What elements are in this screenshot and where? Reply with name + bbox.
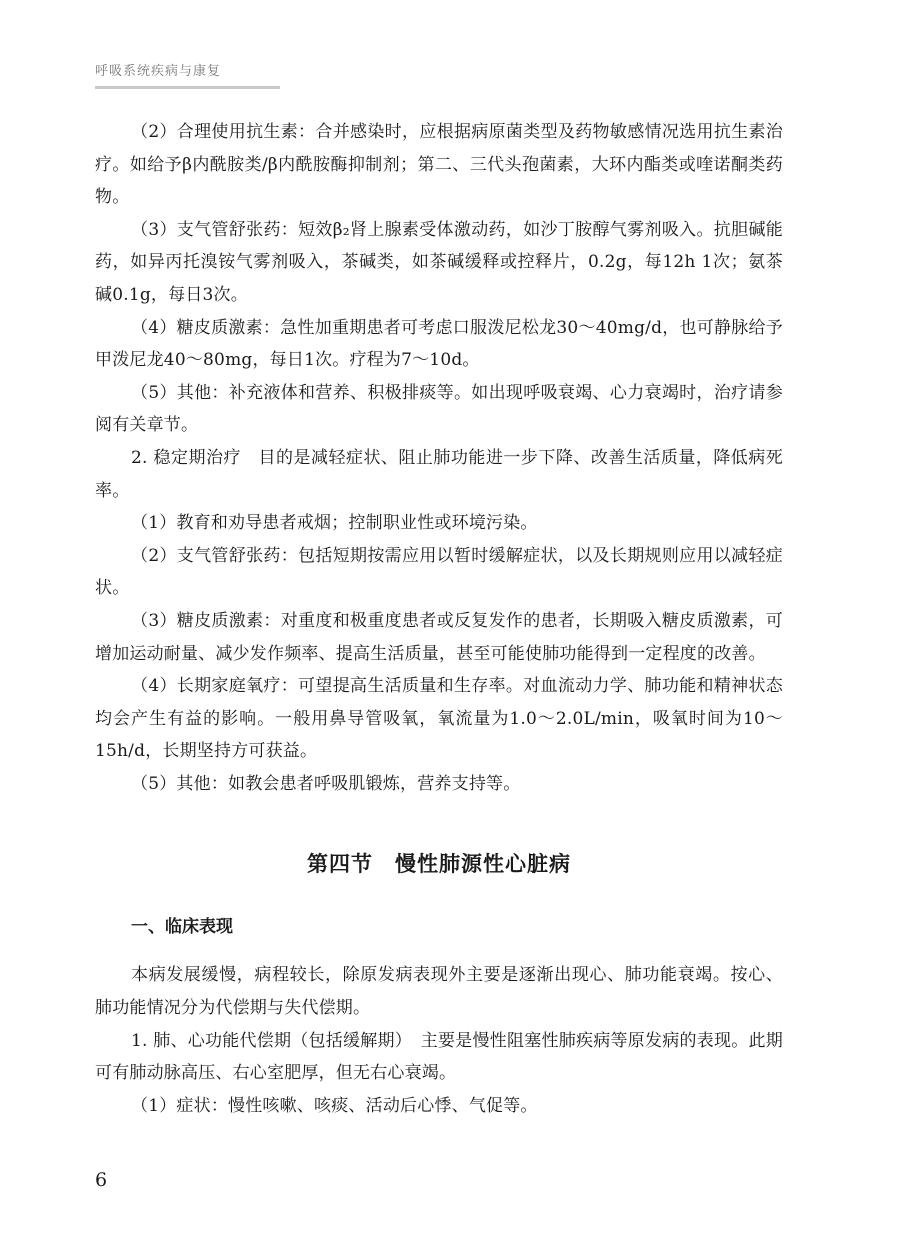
header-rule — [95, 86, 280, 89]
paragraph: 1. 肺、心功能代偿期（包括缓解期） 主要是慢性阻塞性肺疾病等原发病的表现。此期可有肺动脉高压、右心室肥厚，但无右心衰竭。 — [95, 1030, 783, 1084]
paragraph: （4）长期家庭氧疗：可望提高生活质量和生存率。对血流动力学、肺功能和精神状态均会产生有益的影响。一般用鼻导管吸氧，氧流量为1.0～2.0L/min，吸氧时间为10～15h/d，长期坚持方可获益。 — [95, 676, 783, 762]
page-number: 6 — [95, 1169, 108, 1191]
paragraph: （5）其他：如教会患者呼吸肌锻炼，营养支持等。 — [131, 773, 521, 794]
spacer — [95, 800, 783, 844]
paragraph: （2）合理使用抗生素：合并感染时，应根据病原菌类型及药物敏感情况选用抗生素治疗。如给予β内酰胺类/β内酰胺酶抑制剂；第二、三代头孢菌素，大环内酯类或喹诺酮类药物。 — [95, 122, 783, 208]
paragraph: （3）支气管舒张药：短效β₂肾上腺素受体激动药，如沙丁胺醇气雾剂吸入。抗胆碱能药，如异丙托溴铵气雾剂吸入，茶碱类，如茶碱缓释或控释片，0.2g，每12h 1次；氨茶碱0.1g，每日3次。 — [95, 219, 783, 305]
paragraph: 本病发展缓慢，病程较长，除原发病表现外主要是逐渐出现心、肺功能衰竭。按心、肺功能情况分为代偿期与失代偿期。 — [95, 965, 783, 1019]
paragraph: （1）教育和劝导患者戒烟；控制职业性或环境污染。 — [131, 513, 538, 534]
paragraph: （3）糖皮质激素：对重度和极重度患者或反复发作的患者，长期吸入糖皮质激素，可增加运动耐量、减少发作频率、提高生活质量，甚至可能使肺功能得到一定程度的改善。 — [95, 610, 783, 664]
paragraph: （4）糖皮质激素：急性加重期患者可考虑口服泼尼松龙30～40mg/d，也可静脉给予甲泼尼龙40～80mg，每日1次。疗程为7～10d。 — [95, 317, 783, 371]
section-heading: 第四节 慢性肺源性心脏病 — [307, 851, 571, 877]
page-body — [95, 116, 783, 1122]
spacer — [95, 884, 783, 911]
paragraph: （1）症状：慢性咳嗽、咳痰、活动后心悸、气促等。 — [131, 1095, 538, 1116]
running-header: 呼吸系统疾病与康复 — [95, 64, 222, 79]
spacer — [95, 943, 783, 959]
paragraph: （5）其他：补充液体和营养、积极排痰等。如出现呼吸衰竭、心力衰竭时，治疗请参阅有关章节。 — [95, 382, 783, 436]
paragraph: 2. 稳定期治疗 目的是减轻症状、阻止肺功能进一步下降、改善生活质量，降低病死率。 — [95, 447, 783, 501]
paragraph: （2）支气管舒张药：包括短期按需应用以暂时缓解症状，以及长期规则应用以减轻症状。 — [95, 545, 783, 599]
subheading: 一、临床表现 — [131, 917, 233, 938]
